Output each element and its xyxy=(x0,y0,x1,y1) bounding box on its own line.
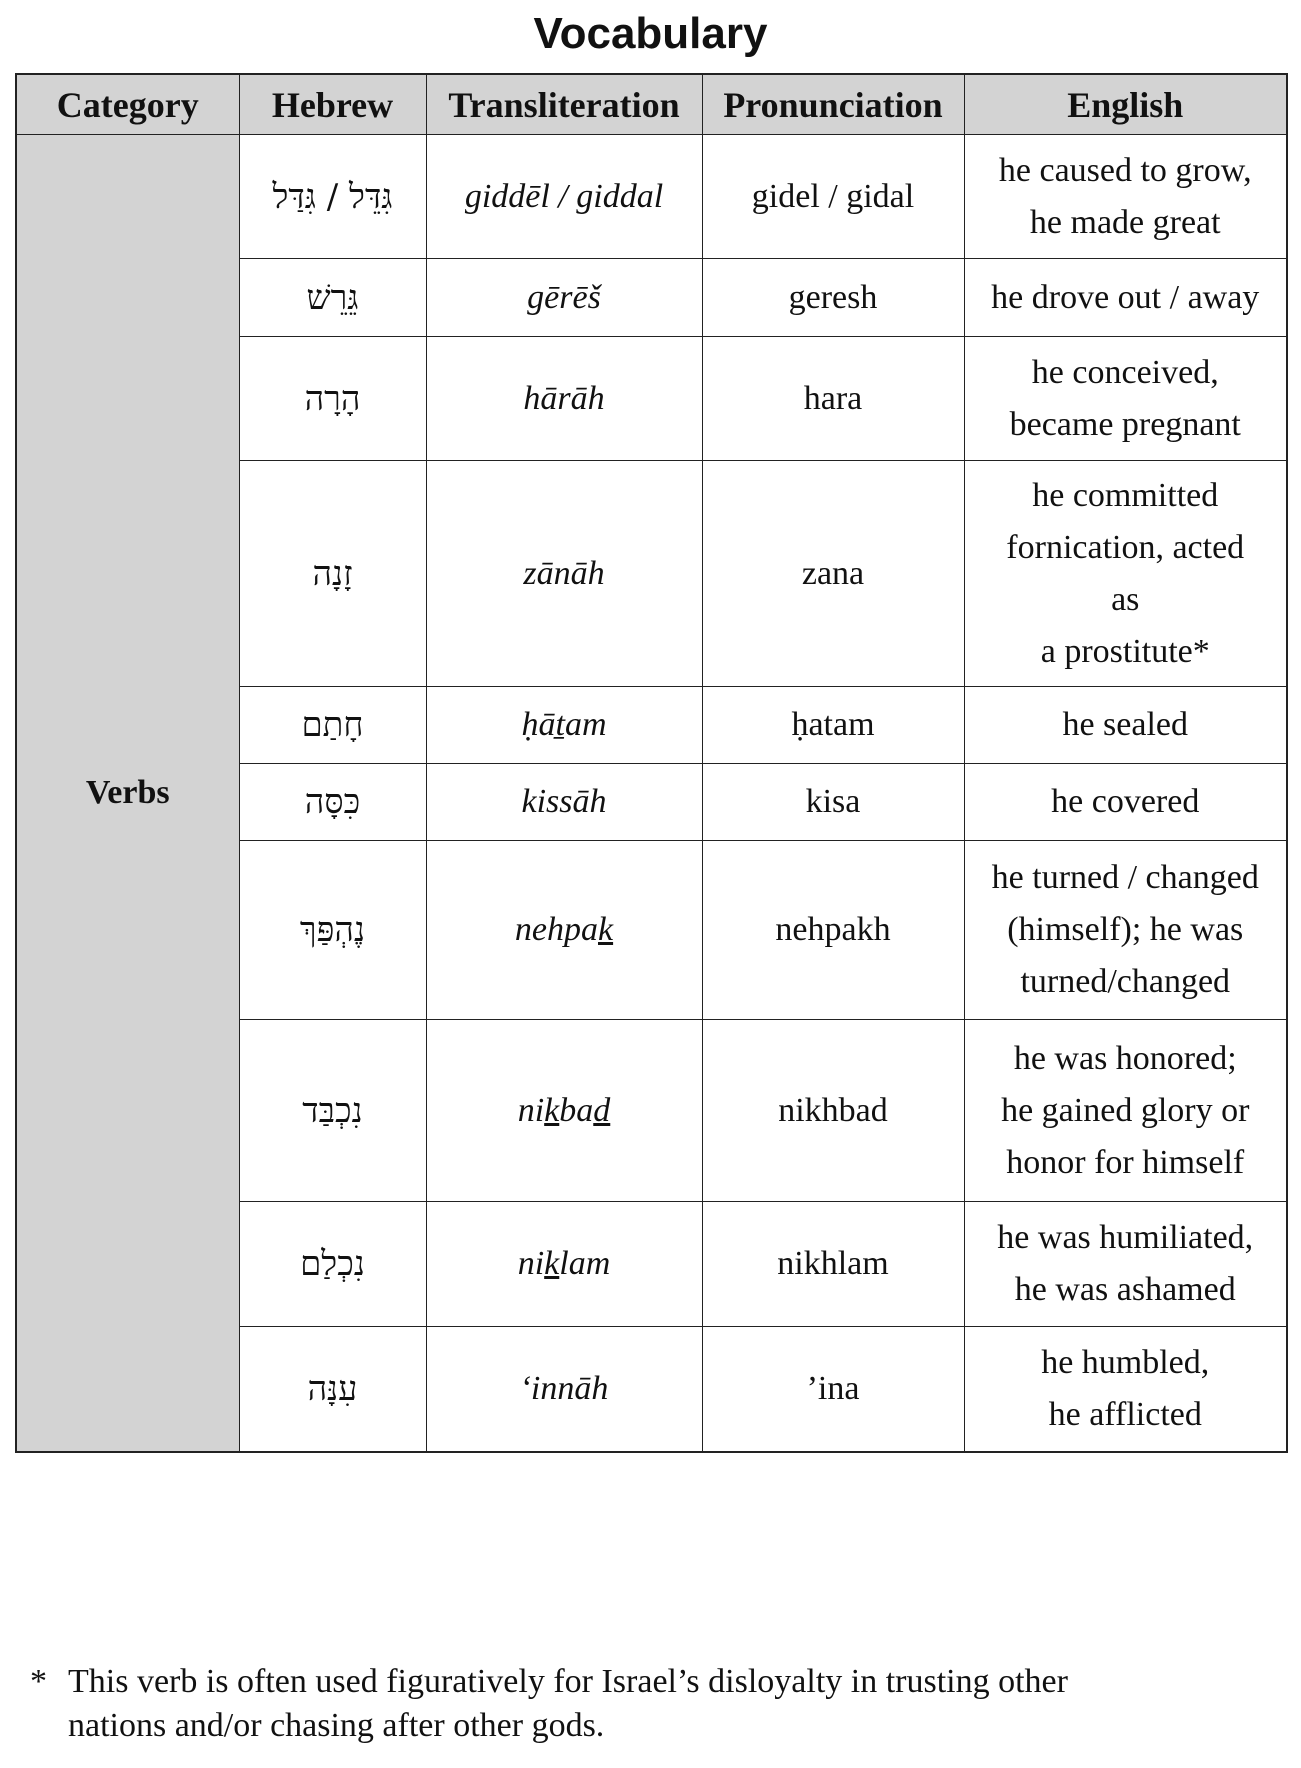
english-cell xyxy=(964,687,1287,764)
transliteration-cell: kissāh xyxy=(426,764,702,841)
category-cell: Verbs xyxy=(16,135,239,1452)
english-line: he gained glory or xyxy=(1001,1091,1250,1129)
pronunciation-cell: geresh xyxy=(702,259,964,337)
translit-underlined-letter: d xyxy=(593,1091,611,1129)
header-english: English xyxy=(964,74,1287,135)
translit-segment: ni xyxy=(517,1091,545,1129)
vocabulary-table xyxy=(15,73,1288,1453)
pronunciation-cell: ḥatam xyxy=(702,687,964,764)
transliteration-cell: zānāh xyxy=(426,461,702,687)
hebrew-cell: זָנָה xyxy=(239,461,426,687)
translit-segment: ba xyxy=(559,1091,594,1129)
translit-segment: lam xyxy=(559,1245,611,1282)
header-hebrew: Hebrew xyxy=(239,74,426,135)
english-line: fornication, acted xyxy=(1006,528,1245,566)
pronunciation-cell: zana xyxy=(702,461,964,687)
hebrew-cell: נִכְלַם xyxy=(239,1202,426,1327)
header-transliteration: Transliteration xyxy=(426,74,702,135)
english-line: he afflicted xyxy=(1048,1395,1202,1433)
english-line: he made great xyxy=(1029,203,1221,241)
english-cell xyxy=(964,764,1287,841)
translit-segment: ni xyxy=(517,1245,545,1282)
english-cell xyxy=(964,259,1287,337)
translit-underlined-letter: k xyxy=(598,911,614,948)
english-line: he humbled, xyxy=(1041,1343,1210,1381)
transliteration-cell: gērēš xyxy=(426,259,702,337)
english-line: he was humiliated, xyxy=(997,1219,1254,1256)
hebrew-cell: חָתַם xyxy=(239,687,426,764)
translit-underlined-letter: k xyxy=(544,1245,560,1282)
transliteration-cell: ‘innāh xyxy=(426,1327,702,1452)
english-cell xyxy=(964,1020,1287,1202)
english-cell xyxy=(964,1327,1287,1452)
english-line: he turned / changed xyxy=(991,859,1259,896)
hebrew-cell: גִּדֵּל / גִּדַּל xyxy=(239,135,426,259)
english-line: he caused to grow, xyxy=(998,151,1252,189)
english-line: he committed xyxy=(1032,476,1219,514)
transliteration-cell xyxy=(426,1202,702,1327)
header-pronunciation: Pronunciation xyxy=(702,74,964,135)
header-row xyxy=(16,74,1287,135)
hebrew-cell: עִנָּה xyxy=(239,1327,426,1452)
hebrew-cell: גֵּרֵשׁ xyxy=(239,259,426,337)
pronunciation-cell: kisa xyxy=(702,764,964,841)
english-line: a prostitute* xyxy=(1040,632,1210,670)
pronunciation-cell: hara xyxy=(702,337,964,461)
pronunciation-cell: nikhlam xyxy=(702,1202,964,1327)
transliteration-cell xyxy=(426,1020,702,1202)
pronunciation-cell: gidel / gidal xyxy=(702,135,964,259)
english-line: became pregnant xyxy=(1009,405,1241,443)
translit-underlined-letter: k xyxy=(544,1091,560,1129)
english-line: (himself); he was xyxy=(1007,911,1244,948)
english-line: he drove out / away xyxy=(991,278,1260,316)
hebrew-cell: הָרָה xyxy=(239,337,426,461)
footnote-line: nations and/or chasing after other gods. xyxy=(68,1707,605,1744)
hebrew-cell: נֶהְפַּךְ xyxy=(239,841,426,1020)
header-category: Category xyxy=(16,74,239,135)
hebrew-cell: כִּסָּה xyxy=(239,764,426,841)
footnote-line: This verb is often used figuratively for Israel’s disloyalty in trusting other xyxy=(68,1663,1068,1700)
english-line: turned/changed xyxy=(1020,963,1231,1000)
english-cell xyxy=(964,1202,1287,1327)
english-line: he was ashamed xyxy=(1014,1271,1236,1308)
english-line: as xyxy=(1111,580,1140,618)
pronunciation-cell: nikhbad xyxy=(702,1020,964,1202)
table-row xyxy=(16,135,1287,259)
english-cell xyxy=(964,135,1287,259)
hebrew-cell: נִכְבַּד xyxy=(239,1020,426,1202)
transliteration-cell xyxy=(426,841,702,1020)
transliteration-cell: ḥāṯam xyxy=(426,687,702,764)
transliteration-cell: hārāh xyxy=(426,337,702,461)
translit-segment: nehpa xyxy=(514,911,598,948)
english-cell xyxy=(964,461,1287,687)
english-line: he conceived, xyxy=(1031,353,1219,391)
english-line: he covered xyxy=(1051,783,1200,820)
english-line: he was honored; xyxy=(1013,1039,1237,1077)
footnote-asterisk: * xyxy=(30,1663,47,1700)
english-line: he sealed xyxy=(1062,706,1189,743)
english-cell xyxy=(964,841,1287,1020)
transliteration-cell: giddēl / giddal xyxy=(426,135,702,259)
english-cell xyxy=(964,337,1287,461)
english-line: honor for himself xyxy=(1006,1143,1245,1181)
page-title: Vocabulary xyxy=(533,9,768,58)
pronunciation-cell: nehpakh xyxy=(702,841,964,1020)
pronunciation-cell: ’ina xyxy=(702,1327,964,1452)
footnote xyxy=(30,1660,1270,1748)
